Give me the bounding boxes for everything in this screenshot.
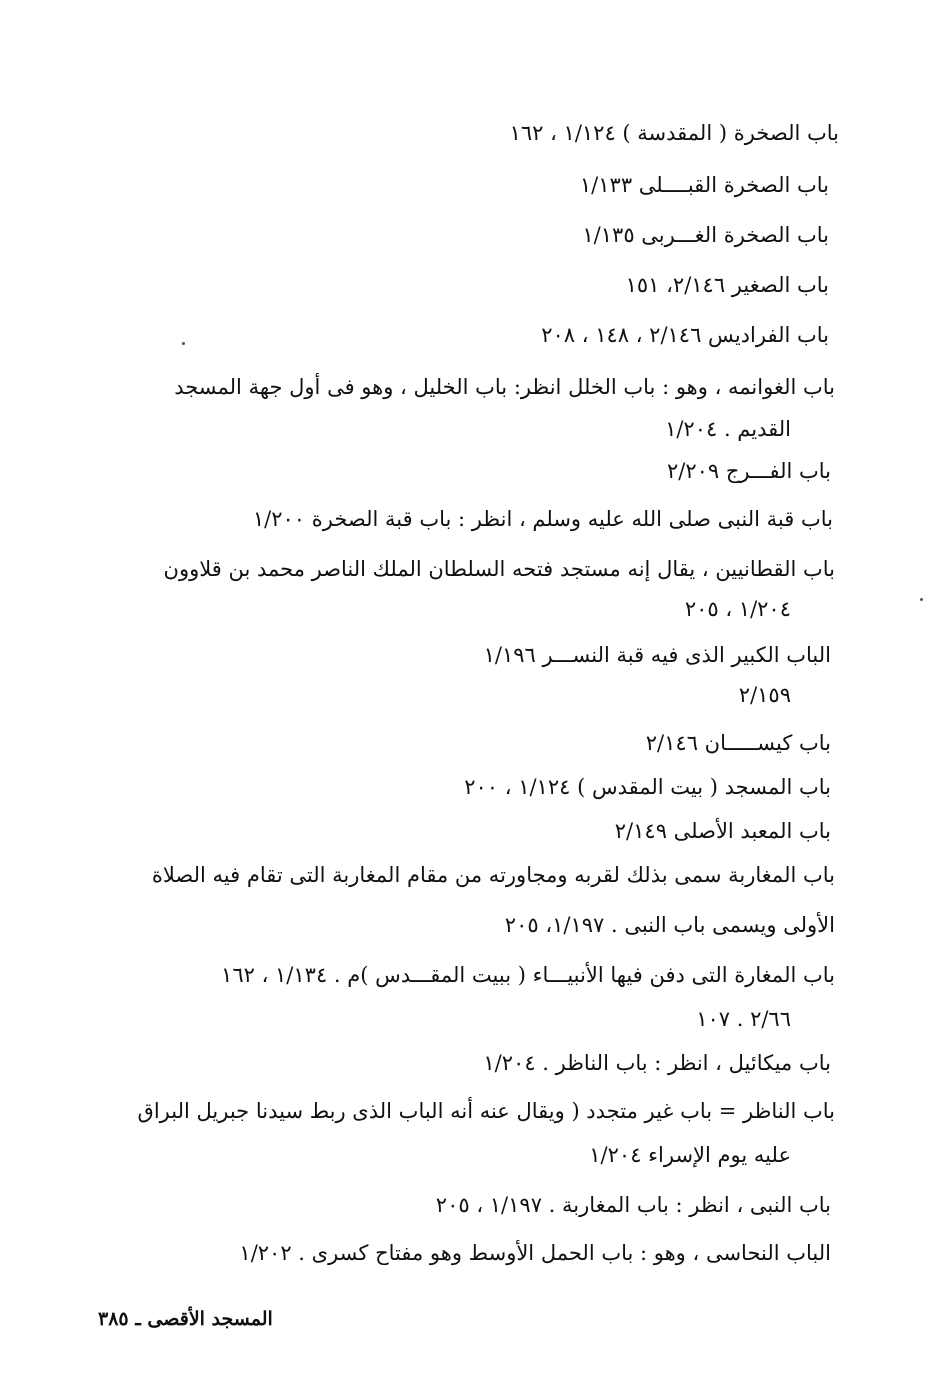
index-entry-line: باب الصخرة القبــــلى ١/١٣٣ bbox=[579, 173, 829, 197]
index-entry-line: باب الصخرة ( المقدسة ) ١/١٢٤ ، ١٦٢ bbox=[509, 121, 839, 145]
scan-speck bbox=[182, 342, 185, 345]
index-entry-line: باب الفراديس ٢/١٤٦ ، ١٤٨ ، ٢٠٨ bbox=[541, 323, 829, 347]
index-entry-line: باب القطانيين ، يقال إنه مستجد فتحه السلطان الملك الناصر محمد بن قلاوون bbox=[163, 557, 835, 581]
index-entry-continuation: الأولى ويسمى باب النبى . ١/١٩٧، ٢٠٥ bbox=[504, 913, 835, 937]
index-entry-continuation: القديم . ١/٢٠٤ bbox=[665, 417, 791, 441]
index-entry-line: الباب النحاسى ، وهو : باب الحمل الأوسط وهو مفتاح كسرى . ١/٢٠٢ bbox=[239, 1241, 831, 1265]
index-entry-line: الباب الكبير الذى فيه قبة النســـر ١/١٩٦ bbox=[483, 643, 831, 667]
index-entry-continuation: ٢/٦٦ . ١٠٧ bbox=[696, 1007, 791, 1031]
index-entry-line: باب المسجد ( بيت المقدس ) ١/١٢٤ ، ٢٠٠ bbox=[464, 775, 831, 799]
index-entry-line: باب كيســـــان ٢/١٤٦ bbox=[645, 731, 831, 755]
scan-speck bbox=[920, 598, 923, 601]
index-entry-line: باب المعبد الأصلى ٢/١٤٩ bbox=[614, 819, 831, 843]
index-entry-line: باب الغوانمه ، وهو : باب الخلل انظر: باب الخليل ، وهو فى أول جهة المسجد bbox=[174, 375, 835, 399]
index-entry-line: باب المغاربة سمى بذلك لقربه ومجاورته من مقام المغاربة التى تقام فيه الصلاة bbox=[151, 863, 835, 887]
index-entry-line: باب قبة النبى صلى الله عليه وسلم ، انظر : باب قبة الصخرة ١/٢٠٠ bbox=[252, 507, 833, 531]
index-entry-line: باب النبى ، انظر : باب المغاربة . ١/١٩٧ ، ٢٠٥ bbox=[435, 1193, 831, 1217]
index-entry-line: باب ميكائيل ، انظر : باب الناظر . ١/٢٠٤ bbox=[483, 1051, 831, 1075]
index-entry-continuation: عليه يوم الإسراء ١/٢٠٤ bbox=[589, 1143, 791, 1167]
index-entry-line: باب الصخرة الغـــربى ١/١٣٥ bbox=[582, 223, 829, 247]
index-entry-line: باب الناظر = باب غير متجدد ( ويقال عنه أنه الباب الذى ربط سيدنا جبريل البراق bbox=[137, 1099, 835, 1123]
index-entry-continuation: ٢/١٥٩ bbox=[738, 683, 791, 707]
index-entry-line: باب الصغير ٢/١٤٦، ١٥١ bbox=[625, 273, 829, 297]
page-footer: المسجد الأقصى ـ ٣٨٥ bbox=[98, 1308, 273, 1330]
index-entry-continuation: ١/٢٠٤ ، ٢٠٥ bbox=[684, 597, 791, 621]
index-entry-line: باب المغارة التى دفن فيها الأنبيـــاء ( ببيت المقـــدس )م . ١/١٣٤ ، ١٦٢ bbox=[221, 963, 835, 987]
index-entry-line: باب الفـــرج ٢/٢٠٩ bbox=[666, 459, 831, 483]
